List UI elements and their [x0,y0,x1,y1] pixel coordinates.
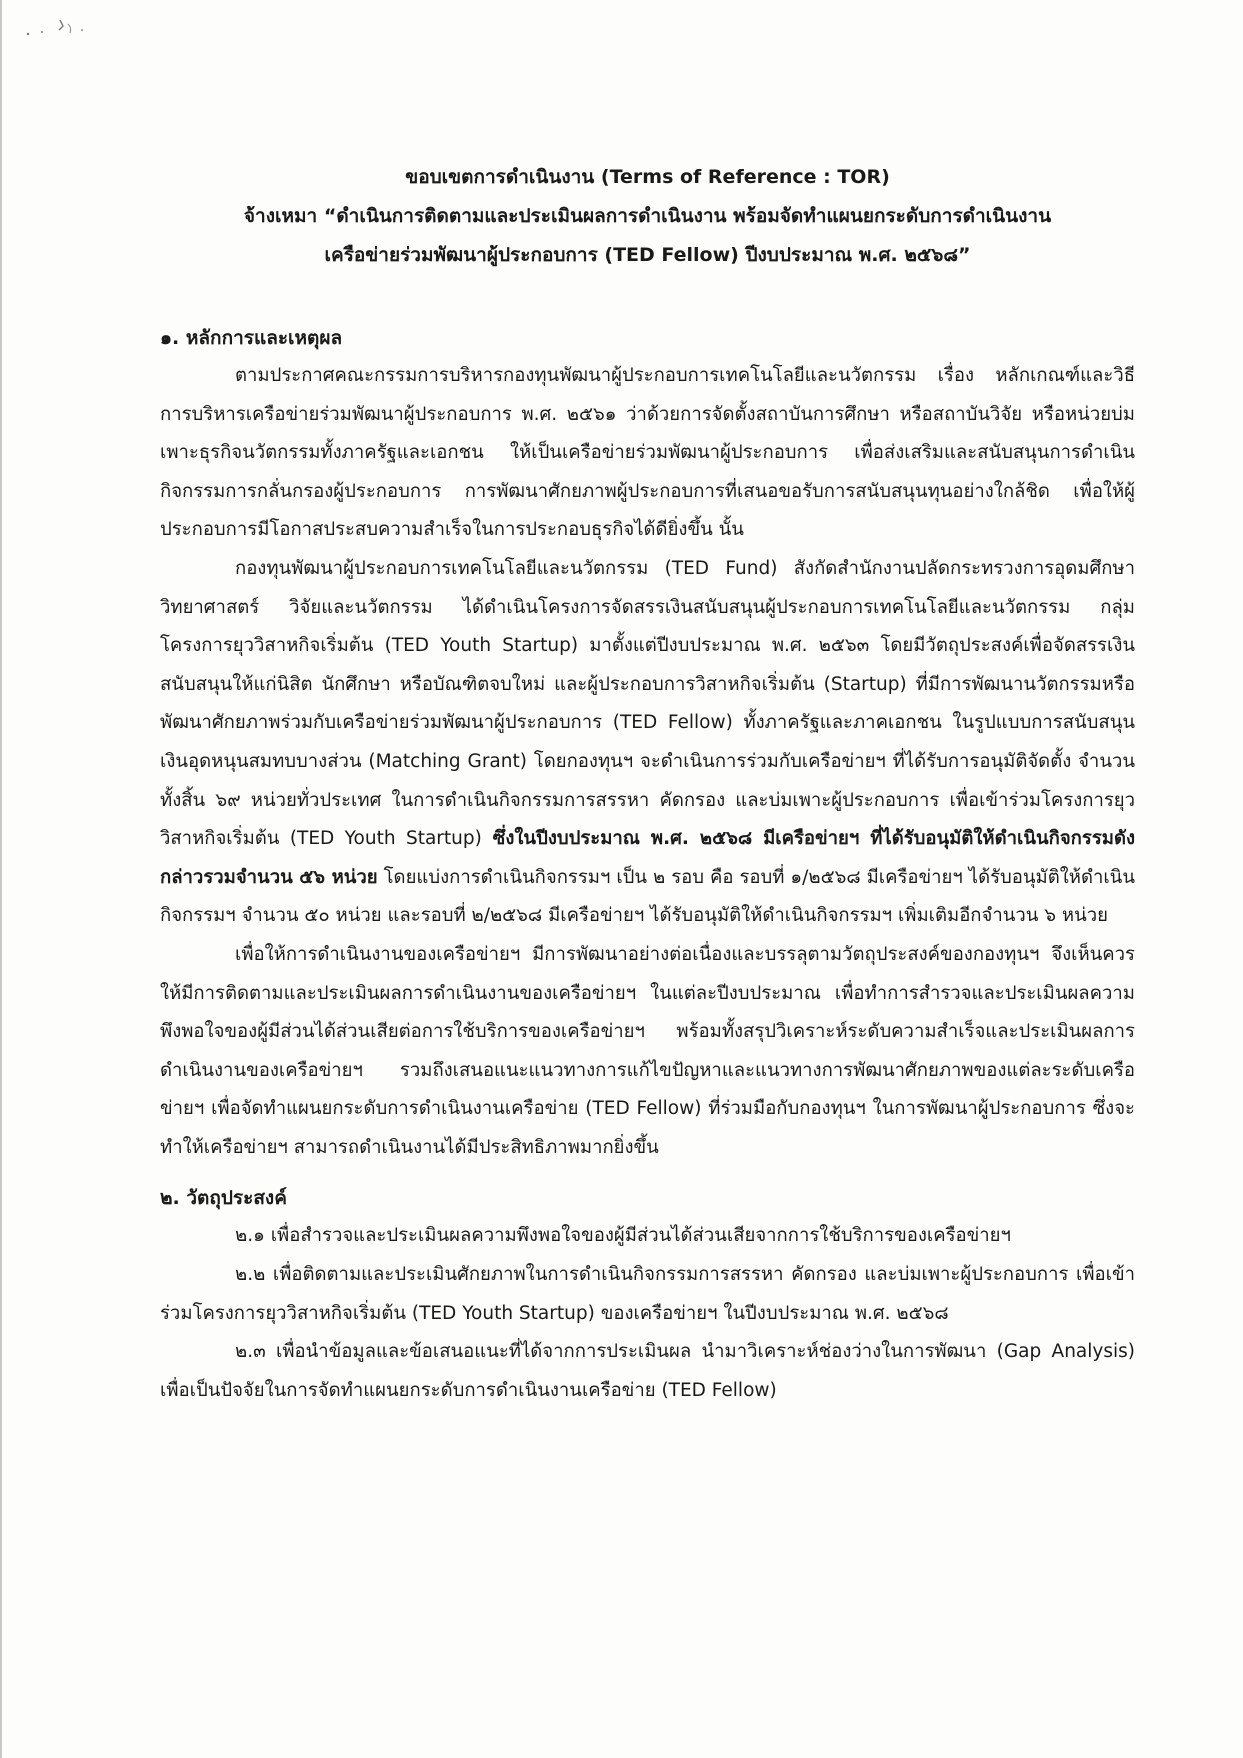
objective-item-2: ๒.๒ เพื่อติดตามและประเมินศักยภาพในการดำเนินกิจกรรมการสรรหา คัดกรอง และบ่มเพาะผู้ประกอบการ เพื่อเข้าร่วมโครงการยุววิสาหกิจเริ่มต้น (TED Youth Startup) ของเครือข่ายฯ ในปีงบประมาณ พ.ศ. ๒๕๖๘ [160,1264,1135,1324]
section-objectives [160,1179,1135,1410]
paragraph-2-bold-text: ซึ่งในปีงบประมาณ พ.ศ. ๒๕๖๘ มีเครือข่ายฯ ที่ได้รับอนุมัติให้ดำเนินกิจกรรมดังกล่าวรวมจำนวน ๕๖ หน่วย [160,828,1135,888]
section-rationale [160,319,1135,1167]
title-line-1: ขอบเขตการดำเนินงาน (Terms of Reference : TOR) [405,166,890,188]
document-body [160,158,1135,1410]
rationale-paragraph-1: ตามประกาศคณะกรรมการบริหารกองทุนพัฒนาผู้ประกอบการเทคโนโลยีและนวัตกรรม เรื่อง หลักเกณฑ์และวิธีการบริหารเครือข่ายร่วมพัฒนาผู้ประกอบการ พ.ศ. ๒๕๖๑ ว่าด้วยการจัดตั้งสถาบันการศึกษา หรือสถาบันวิจัย หรือหน่วยบ่มเพาะธุรกิจนวัตกรรมทั้งภาครัฐและเอกชน ให้เป็นเครือข่ายร่วมพัฒนาผู้ประกอบการ เพื่อส่งเสริมและสนับสนุนการดำเนินกิจกรรมการกลั่นกรองผู้ประกอบการ การพัฒนาศักยภาพผู้ประกอบการที่เสนอขอรับการสนับสนุนทุนอย่างใกล้ชิด เพื่อให้ผู้ประกอบการมีโอกาสประสบความสำเร็จในการประกอบธุรกิจได้ดียิ่งขึ้น นั้น [160,365,1135,541]
section-spacer [160,1167,1135,1179]
section-2-heading: ๒. วัตถุประสงค์ [160,1187,287,1210]
paragraph-2-text-a: กองทุนพัฒนาผู้ประกอบการเทคโนโลยีและนวัตกรรม (TED Fund) สังกัดสำนักงานปลัดกระทรวงการอุดมศึกษา วิทยาศาสตร์ วิจัยและนวัตกรรม ได้ดำเนินโครงการจัดสรรเงินสนับสนุนผู้ประกอบการเทคโนโลยีและนวัตกรรม กลุ่มโครงการยุววิสาหกิจเริ่มต้น (TED Youth Startup) มาตั้งแต่ปีงบประมาณ พ.ศ. ๒๕๖๓ โดยมีวัตถุประสงค์เพื่อจัดสรรเงินสนับสนุนให้แก่นิสิต นักศึกษา หรือบัณฑิตจบใหม่ และผู้ประกอบการวิสาหกิจเริ่มต้น (Startup) ที่มีการพัฒนานวัตกรรมหรือพัฒนาศักยภาพร่วมกับเครือข่ายร่วมพัฒนาผู้ประกอบการ (TED Fellow) ทั้งภาครัฐและภาคเอกชน ในรูปแบบการสนับสนุนเงินอุดหนุนสมทบบางส่วน (Matching Grant) โดยกองทุนฯ จะดำเนินการร่วมกับเครือข่ายฯ ที่ได้รับการอนุมัติจัดตั้ง จำนวนทั้งสิ้น ๖๙ หน่วยทั่วประเทศ ในการดำเนินกิจกรรมการสรรหา คัดกรอง และบ่มเพาะผู้ประกอบการ เพื่อเข้าร่วมโครงการยุววิสาหกิจเริ่มต้น (TED Youth Startup) [160,557,1135,850]
title-line-3: เครือข่ายร่วมพัฒนาผู้ประกอบการ (TED Fellow) ปีงบประมาณ พ.ศ. ๒๕๖๘” [324,244,971,266]
section-1-heading: ๑. หลักการและเหตุผล [160,327,343,349]
rationale-paragraph-2 [160,550,1135,936]
document-title [160,158,1135,275]
scan-artifact [20,12,100,42]
objective-item-3: ๒.๓ เพื่อนำข้อมูลและข้อเสนอแนะที่ได้จากการประเมินผล นำมาวิเคราะห์ช่องว่างในการพัฒนา (Gap Analysis) เพื่อเป็นปัจจัยในการจัดทำแผนยกระดับการดำเนินงานเครือข่าย (TED Fellow) [160,1341,1135,1401]
title-line-2: จ้างเหมา “ดำเนินการติดตามและประเมินผลการดำเนินงาน พร้อมจัดทำแผนยกระดับการดำเนินงาน [243,205,1052,227]
rationale-paragraph-3: เพื่อให้การดำเนินงานของเครือข่ายฯ มีการพัฒนาอย่างต่อเนื่องและบรรลุตามวัตถุประสงค์ของกองทุนฯ จึงเห็นควรให้มีการติดตามและประเมินผลการดำเนินงานของเครือข่ายฯ ในแต่ละปีงบประมาณ เพื่อทำการสำรวจและประเมินผลความพึงพอใจของผู้มีส่วนได้ส่วนเสียต่อการใช้บริการของเครือข่ายฯ พร้อมทั้งสรุปวิเคราะห์ระดับความสำเร็จและประเมินผลการดำเนินงานของเครือข่ายฯ รวมถึงเสนอแนะแนวทางการแก้ไขปัญหาและแนวทางการพัฒนาศักยภาพของแต่ละระดับเครือข่ายฯ เพื่อจัดทำแผนยกระดับการดำเนินงานเครือข่าย (TED Fellow) ที่ร่วมมือกับกองทุนฯ ในการพัฒนาผู้ประกอบการ ซึ่งจะทำให้เครือข่ายฯ สามารถดำเนินงานได้มีประสิทธิภาพมากยิ่งขึ้น [160,943,1135,1158]
objective-item-1: ๒.๑ เพื่อสำรวจและประเมินผลความพึงพอใจของผู้มีส่วนได้ส่วนเสียจากการใช้บริการของเครือข่ายฯ [235,1225,1011,1247]
paragraph-2-text-b: โดยแบ่งการดำเนินกิจกรรมฯ เป็น ๒ รอบ คือ รอบที่ ๑/๒๕๖๘ มีเครือข่ายฯ ได้รับอนุมัติให้ดำเนินกิจกรรมฯ จำนวน ๕๐ หน่วย และรอบที่ ๒/๒๕๖๘ มีเครือข่ายฯ ได้รับอนุมัติให้ดำเนินกิจกรรมฯ เพิ่มเติมอีกจำนวน ๖ หน่วย [160,866,1135,927]
